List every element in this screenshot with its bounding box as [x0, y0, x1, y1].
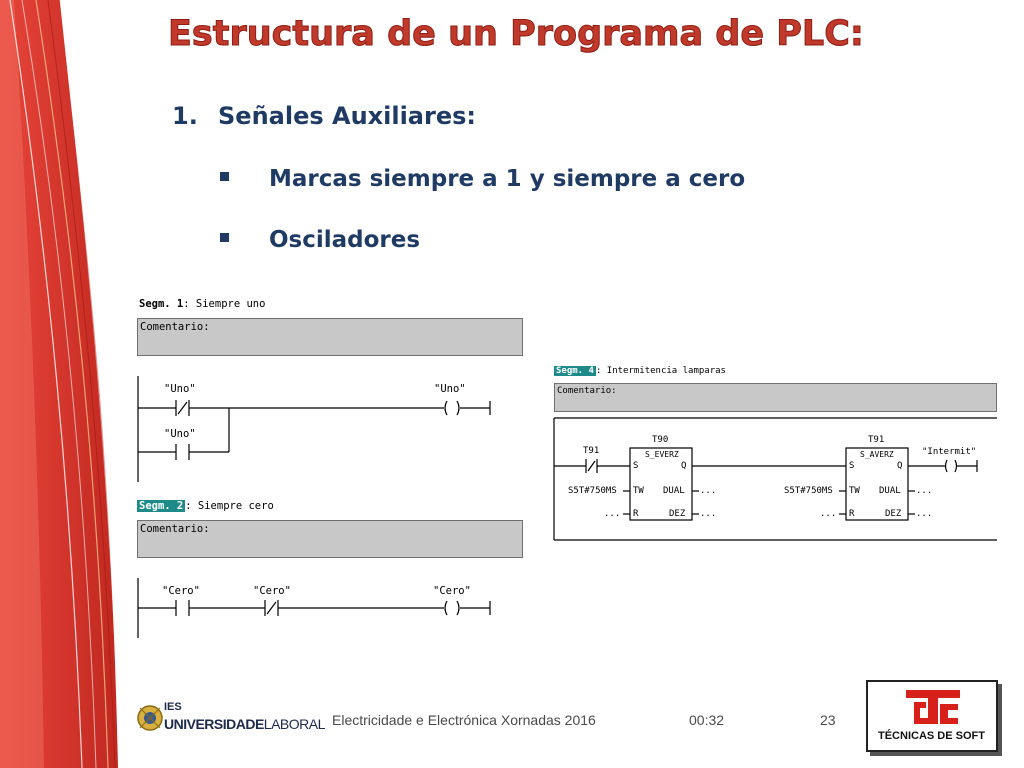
pin-dez: DEZ — [669, 509, 686, 519]
comment-label: Comentario: — [140, 523, 210, 535]
contact-label: "Uno" — [164, 428, 196, 440]
numbered-item — [172, 102, 476, 130]
contact-label: "Uno" — [164, 383, 196, 395]
pin-tw: TW — [633, 486, 644, 496]
dez-output: ... — [916, 509, 933, 519]
coil-label: "Intermit" — [922, 447, 977, 457]
segment-1-header — [139, 298, 265, 310]
tecnicas-emblem-icon — [868, 682, 996, 730]
dez-output: ... — [700, 509, 717, 519]
pin-r: R — [633, 509, 639, 519]
tw-value: S5T#750MS — [568, 486, 617, 496]
comment-box — [137, 520, 523, 558]
timer-name: T91 — [868, 435, 885, 445]
square-bullet-icon — [220, 233, 229, 242]
ies-small-text: IES — [164, 701, 182, 713]
comment-box — [137, 318, 523, 356]
bullet-item — [220, 166, 745, 192]
segment-tag: Segm. 2 — [139, 500, 184, 512]
segment-tag: Segm. 1 — [139, 298, 184, 310]
bullet-text: Marcas siempre a 1 y siempre a cero — [269, 166, 746, 192]
square-bullet-icon — [220, 172, 229, 181]
r-value: ... — [604, 509, 621, 519]
coil-label: "Uno" — [434, 383, 466, 395]
contact-label: "Cero" — [253, 585, 291, 597]
dual-output: ... — [916, 486, 933, 496]
footer-text: Electricidade e Electrónica Xornadas 2016 — [332, 712, 596, 728]
ies-name-light: LABORAL — [263, 716, 325, 732]
pin-r: R — [849, 509, 855, 519]
item-number: 1. — [172, 102, 198, 130]
pin-q: Q — [681, 461, 687, 471]
segment-title: : Siempre cero — [185, 500, 274, 512]
segment-tag: Segm. 4 — [556, 366, 594, 376]
pin-dez: DEZ — [885, 509, 902, 519]
segment-title: : Siempre uno — [183, 298, 266, 310]
slide-number: 23 — [820, 712, 836, 728]
bullet-text: Osciladores — [269, 227, 421, 253]
contact-label: "Cero" — [162, 585, 200, 597]
tecnicas-de-soft-logo — [866, 680, 998, 752]
timer-name: T90 — [652, 435, 669, 445]
comment-label: Comentario: — [140, 321, 210, 333]
tecnicas-text: TÉCNICAS DE SOFT — [878, 730, 985, 742]
timer-type: S_EVERZ — [645, 450, 679, 459]
item-text: Señales Auxiliares: — [218, 102, 476, 130]
comment-label: Comentario: — [557, 386, 617, 396]
tw-value: S5T#750MS — [784, 486, 833, 496]
contact-label: T91 — [583, 446, 600, 456]
footer-time: 00:32 — [689, 712, 725, 728]
dual-output: ... — [700, 486, 717, 496]
r-value: ... — [820, 509, 837, 519]
pin-s: S — [633, 461, 639, 471]
coil-label: "Cero" — [433, 585, 471, 597]
ies-name-bold: UNIVERSIDADE — [164, 716, 264, 732]
segment-2-header — [137, 500, 274, 512]
segment-4-header — [554, 366, 726, 376]
slide-title: Estructura de un Programa de PLC: — [168, 14, 864, 54]
pin-dual: DUAL — [879, 486, 901, 496]
bullet-item — [220, 227, 420, 253]
pin-tw: TW — [849, 486, 860, 496]
red-side-band — [0, 0, 140, 768]
comment-box — [554, 383, 997, 412]
pin-s: S — [849, 461, 855, 471]
pin-q: Q — [897, 461, 903, 471]
ies-logo — [164, 702, 325, 731]
timer-type: S_AVERZ — [860, 450, 894, 459]
segment-title: : Intermitencia lamparas — [595, 366, 726, 376]
pin-dual: DUAL — [663, 486, 685, 496]
